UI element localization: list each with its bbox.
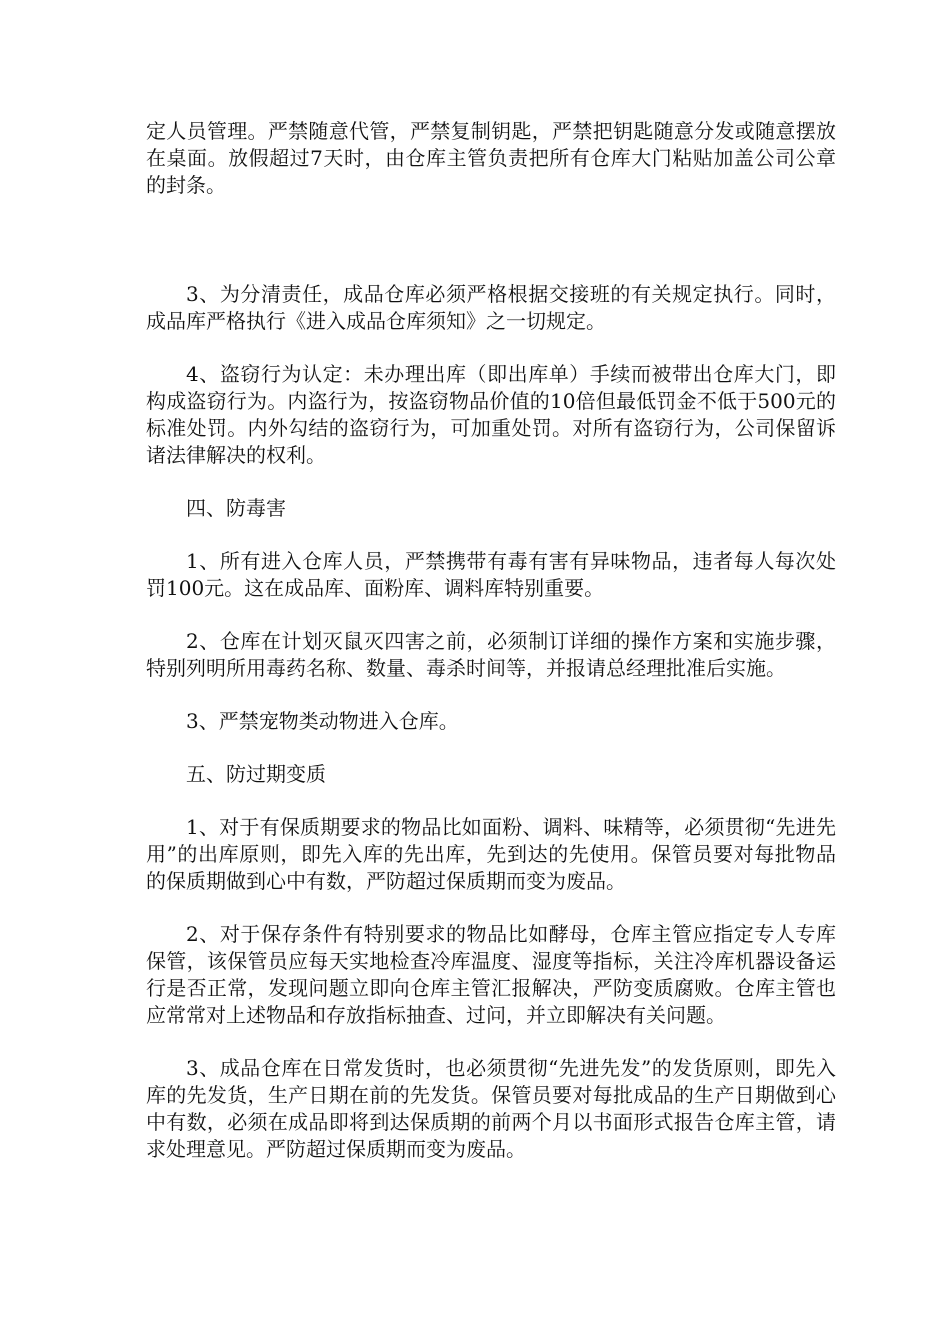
paragraph-theft-definition: 4、盗窃行为认定：未办理出库（即出库单）手续而被带出仓库大门，即构成盗窃行为。内盗行为，按盗窃物品价值的10倍但最低罚金不低于500元的标准处罚。内外勾结的盗窃行为，可加重处罚。对所有盗窃行为，公司保留诉诸法律解决的权利。 xyxy=(146,362,836,467)
paragraph-pest-control-plan: 2、仓库在计划灭鼠灭四害之前，必须制订详细的操作方案和实施步骤，特别列明所用毒药名称、数量、毒杀时间等，并报请总经理批准后实施。 xyxy=(146,629,836,680)
paragraph-key-management-continued: 定人员管理。严禁随意代管，严禁复制钥匙，严禁把钥匙随意分发或随意摆放在桌面。放假超过7天时，由仓库主管负责把所有仓库大门粘贴加盖公司公章的封条。 xyxy=(146,119,836,197)
paragraph-special-storage: 2、对于保存条件有特别要求的物品比如酵母，仓库主管应指定专人专库保管，该保管员应每天实地检查冷库温度、湿度等指标，关注冷库机器设备运行是否正常，发现问题立即向仓库主管汇报解决，严防变质腐败。仓库主管也应常常对上述物品和存放指标抽查、过问，并立即解决有关问题。 xyxy=(146,922,836,1027)
section-heading-anti-poison: 四、防毒害 xyxy=(186,496,286,520)
paragraph-shipping-order: 3、成品仓库在日常发货时，也必须贯彻“先进先发”的发货原则，即先入库的先发货，生产日期在前的先发货。保管员要对每批成品的生产日期做到心中有数，必须在成品即将到达保质期的前两个月以书面形式报告仓库主管，请求处理意见。严防超过保质期而变为废品。 xyxy=(146,1056,836,1161)
document-page xyxy=(146,118,836,1163)
paragraph-no-pets: 3、严禁宠物类动物进入仓库。 xyxy=(186,709,459,733)
paragraph-no-toxic-items: 1、所有进入仓库人员，严禁携带有毒有害有异味物品，违者每人每次处罚100元。这在成品库、面粉库、调料库特别重要。 xyxy=(146,549,836,600)
paragraph-handover-responsibility: 3、为分清责任，成品仓库必须严格根据交接班的有关规定执行。同时，成品库严格执行《进入成品仓库须知》之一切规定。 xyxy=(146,282,836,333)
section-heading-anti-expiry: 五、防过期变质 xyxy=(186,762,326,786)
paragraph-first-in-first-out: 1、对于有保质期要求的物品比如面粉、调料、味精等，必须贯彻“先进先用”的出库原则，即先入库的先出库，先到达的先使用。保管员要对每批物品的保质期做到心中有数，严防超过保质期而变为废品。 xyxy=(146,815,836,893)
